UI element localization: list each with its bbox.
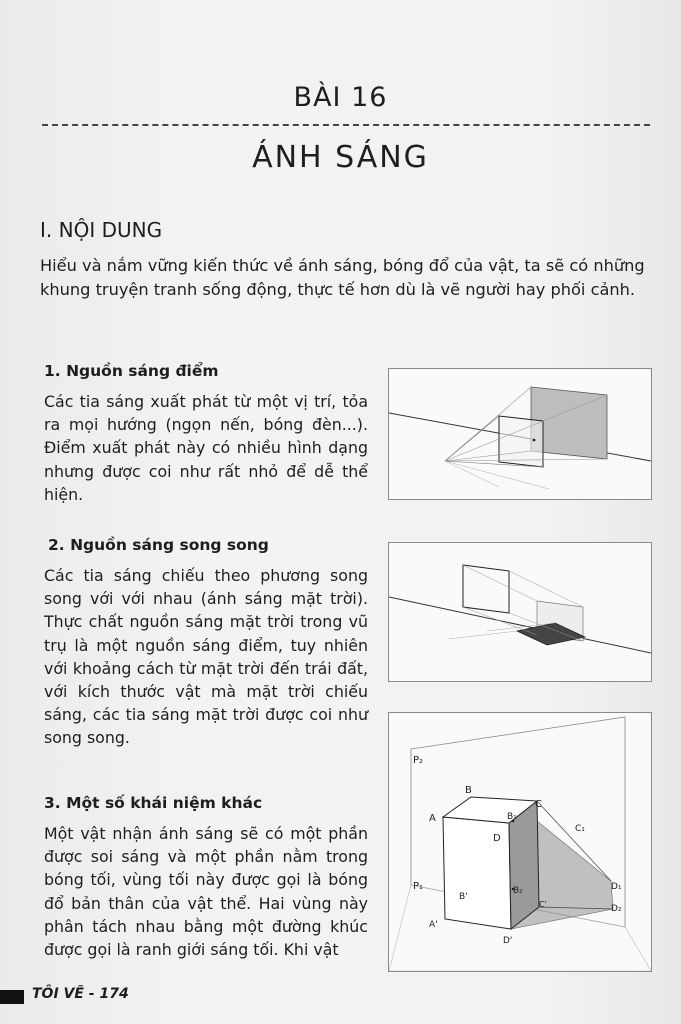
label-c: C: [535, 799, 542, 810]
label-d2: D₂: [611, 904, 622, 914]
parallel-light-figure: [388, 542, 652, 682]
lesson-number: BÀI 16: [293, 82, 388, 113]
footer-marker: [0, 990, 24, 1004]
section-intro: Hiểu và nắm vững kiến thức về ánh sáng, bóng đổ của vật, ta sẽ có những khung truyện tranh sống động, thực tế hơn dù là vẽ người hay phối cảnh.: [40, 256, 645, 299]
label-p2: P₂: [413, 755, 424, 766]
parallel-light-diagram: [389, 543, 651, 681]
label-a-prime: A': [429, 920, 438, 930]
label-c1: C₁: [575, 824, 585, 834]
point-light-diagram: [389, 369, 651, 499]
label-b2: B₂: [513, 886, 523, 896]
item-3-heading: 3. Một số khái niệm khác: [44, 794, 263, 812]
label-d-prime: D': [503, 936, 513, 946]
label-a: A: [429, 813, 436, 824]
item-3-text: Một vật nhận ánh sáng sẽ có một phần được soi sáng và một phần nằm trong bóng tối, vùng tối này được gọi là bóng đổ bản thân của vật thể. Hai vùng này phân tách nhau bằng một đường khúc được gọi là ranh giới sáng tối. Khi vật: [44, 824, 368, 960]
section-heading: I. NỘI DUNG: [40, 218, 163, 242]
item-2-text: Các tia sáng chiếu theo phương song song với với nhau (ánh sáng mặt trời). Thực chất nguồn sáng mặt trời trong vũ trụ là một nguồn sáng điểm, tuy nhiên với khoảng cách từ mặt trời đến trái đất, với kích thước vật mà mặt trời chiếu sáng, các tia sáng mặt trời được coi như song song.: [44, 566, 368, 748]
label-b-prime: B': [459, 892, 468, 902]
shadow-concepts-figure: [388, 712, 652, 972]
label-c-prime: C': [539, 900, 547, 909]
page-footer: TÔI VẼ - 174: [32, 986, 129, 1002]
label-b1: B₁: [507, 812, 517, 822]
dashed-divider: [42, 124, 650, 126]
item-2-heading: 2. Nguồn sáng song song: [48, 536, 269, 554]
point-light-figure: [388, 368, 652, 500]
shadow-concepts-diagram: [389, 713, 651, 971]
label-p1: P₁: [413, 881, 424, 892]
item-1-heading: 1. Nguồn sáng điểm: [44, 362, 219, 380]
item-1-text: Các tia sáng xuất phát từ một vị trí, tỏa ra mọi hướng (ngọn nến, bóng đèn...). Điểm xuất phát này có nhiều hình dạng nhưng được coi như rất nhỏ để dễ thể hiện.: [44, 392, 368, 504]
lesson-title: ÁNH SÁNG: [252, 140, 429, 175]
label-d: D: [493, 833, 501, 844]
label-d1: D₁: [611, 882, 622, 892]
label-b: B: [465, 785, 472, 796]
